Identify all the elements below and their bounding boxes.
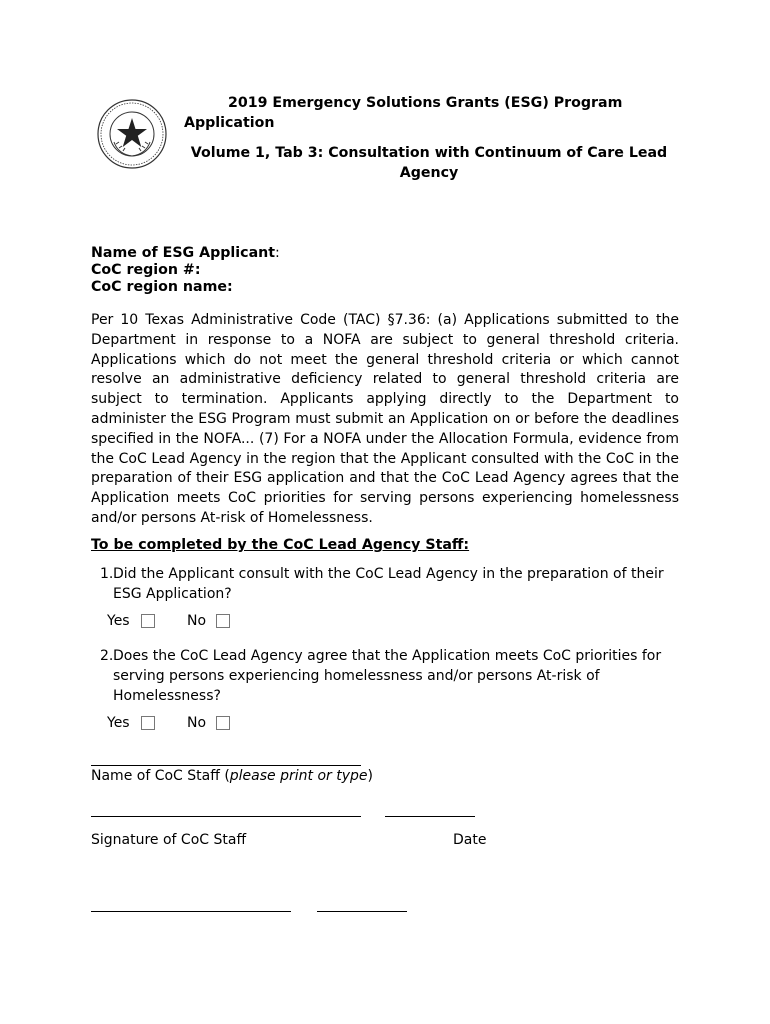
staff-name-line[interactable] (91, 765, 361, 766)
question-2 (100, 647, 670, 707)
question-1-text: Did the Applicant consult with the CoC Lead Agency in the preparation of their ESG Application? (113, 566, 664, 602)
question-1-yes-checkbox[interactable] (141, 614, 155, 628)
question-2-text: Does the CoC Lead Agency agree that the Application meets CoC priorities for serving persons experiencing homelessness and/or persons At-risk of Homelessness? (113, 648, 662, 704)
extra-date-line[interactable] (317, 911, 407, 912)
signature-line[interactable] (91, 816, 361, 817)
date-label: Date (453, 832, 487, 848)
staff-name-label-suffix: ) (367, 768, 373, 784)
question-1-no-checkbox[interactable] (216, 614, 230, 628)
signature-label: Signature of CoC Staff (91, 832, 247, 848)
document-subtitle: Volume 1, Tab 3: Consultation with Continuum of Care Lead Agency (190, 145, 668, 181)
question-2-no-label: No (187, 715, 207, 731)
document-title: 2019 Emergency Solutions Grants (ESG) Program Application (184, 95, 623, 131)
texas-state-seal-icon (96, 98, 168, 170)
question-1-no-label: No (187, 613, 207, 629)
staff-name-label-italic: please print or type (229, 768, 368, 784)
tac-rule-paragraph: Per 10 Texas Administrative Code (TAC) §7.36: (a) Applications submitted to the Department in response to a NOFA are subject to general threshold criteria. Applications which do not meet the general threshold criteria or which cannot resolve an administrative deficiency related to general threshold criteria are subject to termination. Applicants applying directly to the Department to administer the ESG Program must submit an Application on or before the deadlines specified in the NOFA... (7) For a NOFA under the Allocation Formula, evidence from the CoC Lead Agency in the region that the Applicant consulted with the CoC in the preparation of their ESG application and that the CoC Lead Agency agrees that the Application meets CoC priorities for serving persons experiencing homelessness and/or persons At-risk of Homelessness. (91, 312, 679, 526)
applicant-name-label: Name of ESG Applicant (91, 245, 276, 261)
question-1-yes-label: Yes (107, 613, 130, 629)
applicant-name-colon: : (275, 245, 280, 261)
staff-name-label-prefix: Name of CoC Staff ( (91, 768, 230, 784)
extra-signature-line[interactable] (91, 911, 291, 912)
question-1 (100, 565, 670, 605)
coc-region-number-label: CoC region #: (91, 262, 201, 278)
staff-name-label (91, 768, 373, 784)
question-2-yes-label: Yes (107, 715, 130, 731)
date-line[interactable] (385, 816, 475, 817)
section-heading: To be completed by the CoC Lead Agency Staff: (91, 537, 470, 553)
coc-region-name-label: CoC region name: (91, 279, 233, 295)
question-2-yes-checkbox[interactable] (141, 716, 155, 730)
question-2-number: 2. (100, 648, 114, 664)
applicant-fields (91, 245, 280, 296)
question-1-number: 1. (100, 566, 114, 582)
question-2-no-checkbox[interactable] (216, 716, 230, 730)
applicant-name-field (91, 245, 280, 262)
